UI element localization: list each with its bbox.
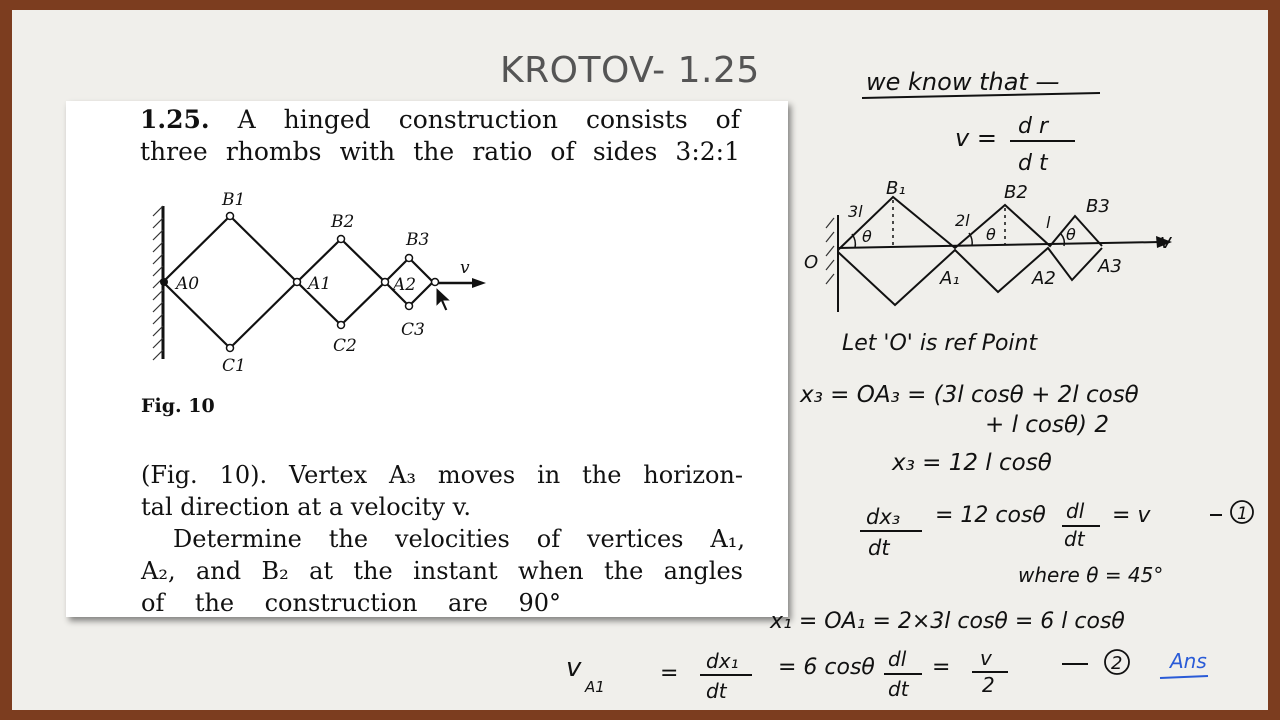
eq3-tag: 1 [1237,504,1248,524]
label-B3: B3 [406,230,430,250]
label-C3: C3 [401,320,425,340]
label-B2: B2 [331,212,355,232]
body-line-4: A₂, and B₂ at the instant when the angles [141,557,743,585]
eq3-den: dt [868,536,890,560]
figure-caption: Fig. 10 [141,395,215,417]
problem-number: 1.25. [140,105,210,134]
answer-underline [1160,676,1208,678]
body-line-2: tal direction at a velocity v. [141,493,471,521]
sketch-A3: A3 [1098,256,1122,277]
sketch-A1: A₁ [940,268,960,289]
eq2: x₃ = 12 l cosθ [892,450,1052,476]
label-A0: A0 [176,274,200,294]
sketch-B2: B2 [1004,182,1028,203]
mechanism-sketch [804,178,1173,312]
sketch-len-l: l [1046,213,1051,232]
eq5-num2: dl [888,647,907,671]
eq3-num: dx₃ [866,505,901,529]
eq5-num3: v [980,646,992,670]
eq5-equals-2: = [932,655,951,680]
eq5-equals-1: = [660,661,679,686]
label-C1: C1 [222,356,246,376]
label-A1: A1 [308,274,332,294]
sketch-B1: B₁ [886,178,906,199]
sketch-A2: A2 [1032,268,1056,289]
sketch-O: O [804,252,819,273]
sketch-len-2l: 2l [955,211,970,230]
sketch-theta-2: θ [986,225,996,244]
velocity-def-lhs: v = [955,124,997,152]
slide-title: KROTOV- 1.25 [500,50,760,91]
where-note: where θ = 45° [1018,563,1164,587]
label-A2: A2 [393,275,417,295]
sketch-theta-3: θ [1066,225,1076,244]
eq1-line-a: x₃ = OA₃ = (3l cosθ + 2l cosθ [800,382,1139,408]
answer-mark: Ans [1170,649,1207,673]
body-line-3: Determine the velocities of vertices A₁, [173,525,745,553]
sketch-len-3l: 3l [848,202,863,221]
eq3-rhs: = v [1112,503,1151,528]
eq4: x₁ = OA₁ = 2×3l cosθ = 6 l cosθ [770,609,1125,634]
eq5-num1: dx₁ [706,649,739,673]
eq5-sub: A1 [585,678,605,696]
eq3-dl-den: dt [1064,527,1085,551]
ref-point-note: Let 'O' is ref Point [842,331,1038,356]
velocity-def-num: d r [1018,114,1049,139]
label-v: v [460,258,470,278]
body-line-1: (Fig. 10). Vertex A₃ moves in the horizon- [141,461,743,489]
eq5-lhs: v [566,653,582,683]
sketch-v: v [1160,229,1172,253]
eq1-line-b: + l cosθ) 2 [985,412,1109,438]
label-B1: B1 [222,190,246,210]
eq5-den1: dt [706,679,727,703]
velocity-def-den: d t [1018,151,1048,176]
eq5-den2: dt [888,677,909,701]
problem-intro-line2: three rhombs with the ratio of sides 3:2:1 [140,137,740,166]
eq5-den3: 2 [982,673,995,697]
eq5-tag: 2 [1111,653,1123,674]
eq3-mid: = 12 cosθ [935,503,1046,528]
sketch-theta-1: θ [862,227,872,246]
notes-heading: we know that — [866,68,1060,96]
body-line-5: of the construction are 90° [141,589,561,617]
sketch-B3: B3 [1086,196,1110,217]
eq3-dl-num: dl [1066,499,1085,523]
eq5-mid: = 6 cosθ [778,655,875,680]
label-C2: C2 [333,336,357,356]
intro-text-1: A hinged construction consists of [237,105,740,134]
